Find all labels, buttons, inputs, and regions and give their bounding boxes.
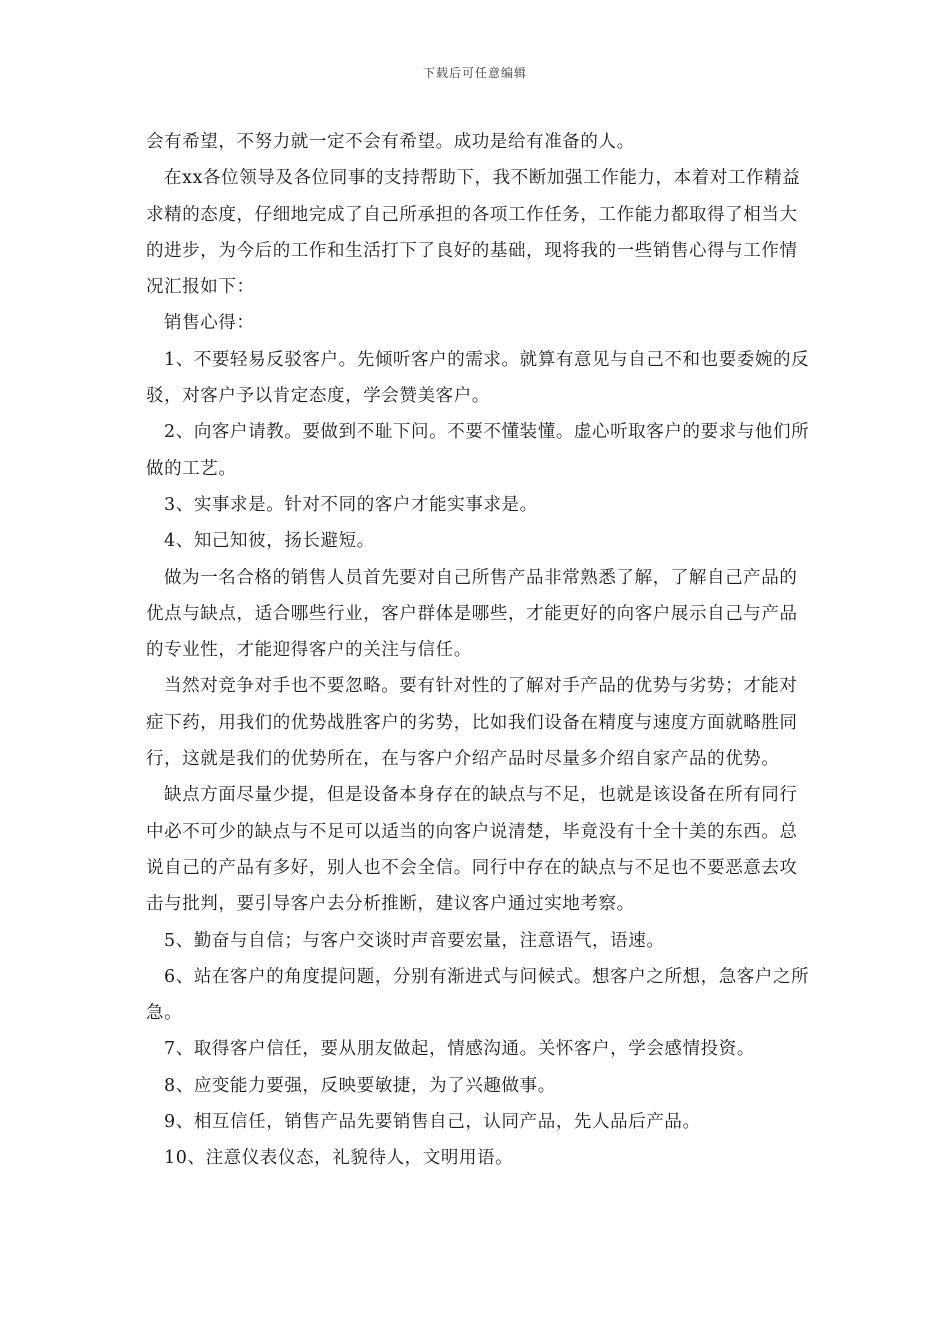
paragraph-competitors: 当然对竞争对手也不要忽略。要有针对性的了解对手产品的优势与劣势；才能对症下药，用我们的优势战胜客户的劣势，比如我们设备在精度与速度方面就略胜同行，这就是我们的优势所在，在与客户介绍产品时尽量多介绍自家产品的优势。 bbox=[146, 676, 798, 770]
list-item-7: 7、取得客户信任，要从朋友做起，情感沟通。关怀客户，学会感情投资。 bbox=[164, 1039, 755, 1060]
list-item-6: 6、站在客户的角度提问题，分别有渐进式与问候式。想客户之所想，急客户之所急。 bbox=[146, 966, 810, 1024]
paragraph-shortcomings: 缺点方面尽量少提，但是设备本身存在的缺点与不足，也就是该设备在所有同行中必不可少的缺点与不足可以适当的向客户说清楚，毕竟没有十全十美的东西。总说自己的产品有多好，别人也不会全信。同行中存在的缺点与不足也不要恶意去攻击与批判，要引导客户去分析推断，建议客户通过实地考察。 bbox=[146, 785, 798, 915]
section-heading-sales-insights: 销售心得： bbox=[164, 313, 255, 334]
list-item-9: 9、相互信任，销售产品先要销售自己，认同产品，先人品后产品。 bbox=[164, 1112, 701, 1133]
list-item-2: 2、向客户请教。要做到不耻下问。不要不懂装懂。虚心听取客户的要求与他们所做的工艺。 bbox=[146, 422, 810, 479]
list-item-8: 8、应变能力要强，反映要敏捷，为了兴趣做事。 bbox=[164, 1075, 556, 1096]
list-item-3: 3、实事求是。针对不同的客户才能实事求是。 bbox=[164, 494, 538, 515]
paragraph-intro: 在xx各位领导及各位同事的支持帮助下，我不断加强工作能力，本着对工作精益求精的态度，仔细地完成了自己所承担的各项工作任务，工作能力都取得了相当大的进步，为今后的工作和生活打下了良好的基础，现将我的一些销售心得与工作情况汇报如下： bbox=[146, 168, 801, 298]
document-body bbox=[146, 124, 810, 1177]
list-item-10: 10、注意仪表仪态，礼貌待人，文明用语。 bbox=[164, 1148, 514, 1169]
page-header: 下载后可任意编辑 bbox=[422, 66, 527, 80]
paragraph-product-knowledge: 做为一名合格的销售人员首先要对自己所售产品非常熟悉了解，了解自己产品的优点与缺点，适合哪些行业，客户群体是哪些，才能更好的向客户展示自己与产品的专业性，才能迎得客户的关注与信任。 bbox=[146, 567, 798, 661]
list-item-5: 5、勤奋与自信；与客户交谈时声音要宏量，注意语气，语速。 bbox=[164, 930, 665, 951]
paragraph-continuation: 会有希望，不努力就一定不会有希望。成功是给有准备的人。 bbox=[146, 132, 635, 152]
list-item-1: 1、不要轻易反驳客户。先倾听客户的需求。就算有意见与自己不和也要委婉的反驳，对客户予以肯定态度，学会赞美客户。 bbox=[146, 349, 810, 407]
list-item-4: 4、知己知彼，扬长避短。 bbox=[164, 531, 375, 552]
